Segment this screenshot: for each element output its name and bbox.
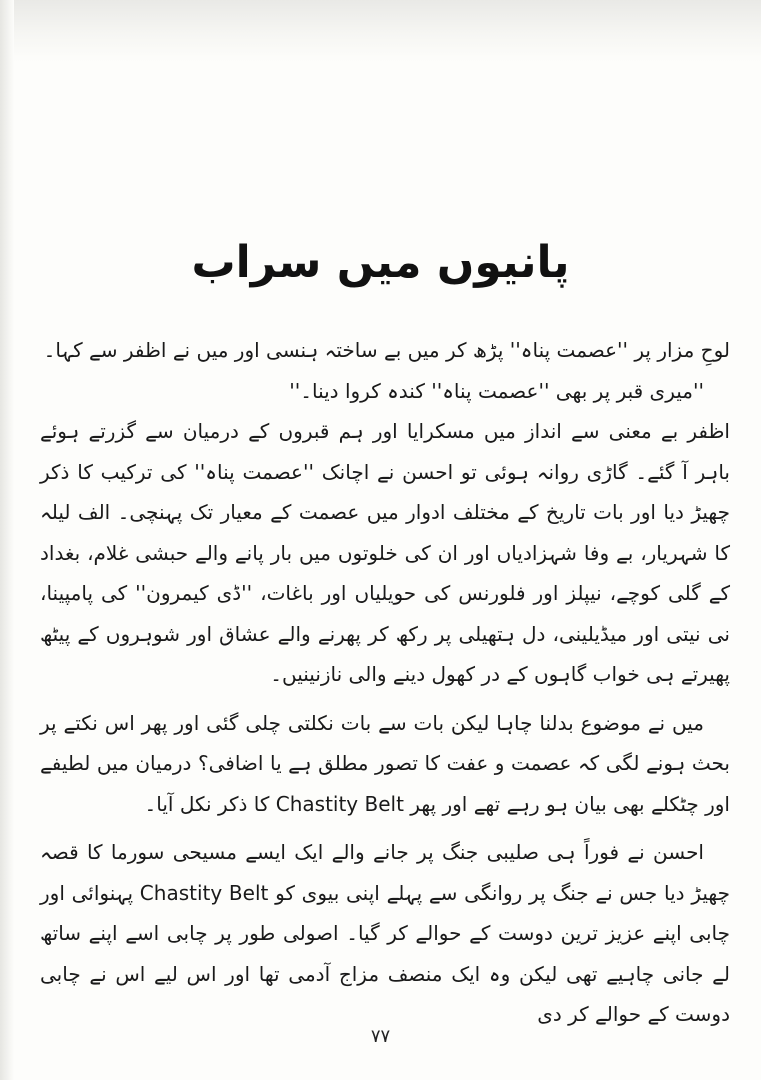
body-text — [40, 330, 730, 1035]
scan-shadow-left — [0, 0, 14, 1080]
paragraph-2: ''میری قبر پر بھی ''عصمت پناہ'' کندہ کروا دینا۔'' — [289, 378, 704, 403]
page-number: ۷۷ — [370, 1026, 391, 1047]
scan-shadow-top — [0, 0, 761, 62]
chapter-title: پانیوں میں سراب — [191, 237, 570, 288]
paragraph-1: لوحِ مزار پر ''عصمت پناہ'' پڑھ کر میں بے ساختہ ہنسی اور میں نے اظفر سے کہا۔ — [43, 338, 730, 362]
paragraph-5: احسن نے فوراً ہی صلیبی جنگ پر جانے والے ایک ایسے مسیحی سورما کا قصہ چھیڑ دیا جس نے جنگ پر روانگی سے پہلے اپنی بیوی کو Chastity Belt پہنوائی اور چابی اپنے عزیز ترین دوست کے حوالے کر گیا۔ اصولی طور پر چابی اسے اپنے ساتھ لے جانی چاہیے تھی لیکن وہ ایک منصف مزاج آدمی تھا اور اس لیے اس نے چابی دوست کے حوالے کر دی — [40, 840, 730, 1026]
paragraph-4: میں نے موضوع بدلنا چاہا لیکن بات سے بات نکلتی چلی گئی اور پھر اس نکتے پر بحث ہونے لگی کہ عصمت و عفت کا تصور مطلق ہے یا اضافی؟ درمیان میں لطیفے اور چٹکلے بھی بیان ہو رہے تھے اور پھر Chastity Belt کا ذکر نکل آیا۔ — [40, 710, 730, 816]
paragraph-3: اظفر بے معنی سے انداز میں مسکرایا اور ہم قبروں کے درمیان سے گزرتے ہوئے باہر آ گئے۔ گاڑی روانہ ہوئی تو احسن نے اچانک ''عصمت پناہ'' کی ترکیب کا ذکر چھیڑ دیا اور بات تاریخ کے مختلف ادوار میں عصمت کے معیار تک پہنچی۔ الف لیلہ کا شہریار، بے وفا شہزادیاں اور ان کی خلوتوں میں بار پانے والے حبشی غلام، بغداد کے گلی کوچے، نیپلز اور فلورنس کی حویلیاں اور باغات، ''ڈی کیمرون'' کی پامپینا، نی نیتی اور میڈیلینی، دل ہتھیلی پر رکھ کر پھرنے والے عشاق اور شوہروں کے پیٹھ پھیرتے ہی خواب گاہوں کے در کھول دینے والی نازنینیں۔ — [40, 419, 730, 686]
